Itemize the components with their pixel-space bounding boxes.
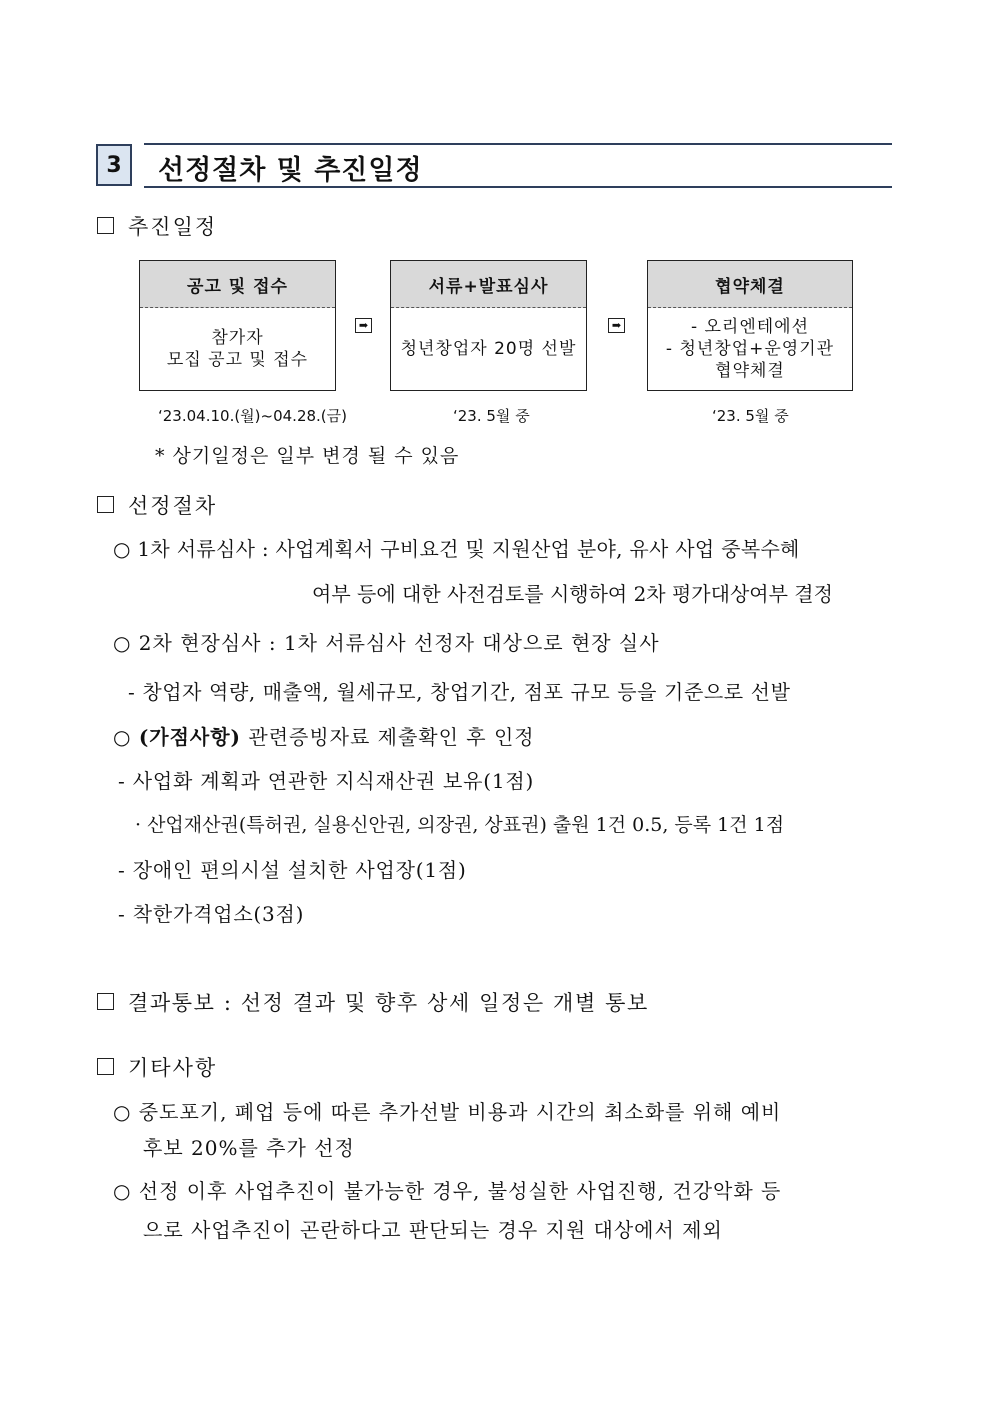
flow-step-line: - 청년창업+운영기관 [665,339,835,359]
flow-step-line: 모집 공고 및 접수 [166,350,309,370]
bonus-item: · 산업재산권(특허권, 실용신안권, 의장권, 상표권) 출원 1건 0.5, 등록 1건 1점 [135,814,785,836]
etc-item1-line2: 후보 20%를 추가 선정 [143,1136,355,1160]
flow-step-line: 협약체결 [715,361,785,381]
procedure-heading: 선정절차 [128,494,218,518]
flow-step-line: 청년창업자 20명 선발 [400,339,577,359]
schedule-heading: 추진일정 [128,215,218,239]
bonus-item: - 사업화 계획과 연관한 지식재산권 보유(1점) [118,769,535,793]
checkbox-icon [97,496,114,513]
procedure-first-line1: ○ 1차 서류심사 : 사업계획서 구비요건 및 지원산업 분야, 유사 사업 중복수혜 [113,537,800,561]
section-rule-top [144,143,892,145]
etc-item2-line1: ○ 선정 이후 사업추진이 불가능한 경우, 불성실한 사업진행, 건강악화 등 [113,1179,782,1203]
flow-step-line: - 오리엔테에션 [690,317,810,337]
flow-step-title: 서류+발표심사 [391,261,586,308]
bonus-item: - 착한가격업소(3점) [118,902,305,926]
flow-step-line: 참가자 [211,328,264,348]
procedure-second-sub: - 창업자 역량, 매출액, 월세규모, 창업기간, 점포 규모 등을 기준으로 선발 [128,680,791,704]
etc-heading: 기타사항 [128,1056,218,1080]
flow-step-title: 공고 및 접수 [140,261,335,308]
checkbox-icon [97,993,114,1010]
bonus-text: 관련증빙자료 제출확인 후 인정 [241,725,535,749]
schedule-note: * 상기일정은 일부 변경 될 수 있음 [155,445,460,467]
flow-step-date: ‘23. 5월 중 [712,407,789,425]
etc-item1-line1: ○ 중도포기, 폐업 등에 따른 추가선발 비용과 시간의 최소화를 위해 예비 [113,1100,782,1124]
section-number: 3 [96,144,132,186]
result-heading: 결과통보 : 선정 결과 및 향후 상세 일정은 개별 통보 [128,991,649,1015]
flow-step-2 [390,260,587,391]
procedure-first-line2: 여부 등에 대한 사전검토를 시행하여 2차 평가대상여부 결정 [312,582,833,606]
bonus-line [113,721,535,750]
flow-step-title: 협약체결 [648,261,852,308]
flow-step-3 [647,260,853,391]
section-title: 선정절차 및 추진일정 [158,155,423,186]
procedure-second: ○ 2차 현장심사 : 1차 서류심사 선정자 대상으로 현장 실사 [113,631,660,655]
flow-step-date: ‘23. 5월 중 [453,407,530,425]
checkbox-icon [97,217,114,234]
flow-step-1 [139,260,336,391]
arrow-right-icon: ➡ [608,318,625,333]
checkbox-icon [97,1058,114,1075]
bonus-label: (가점사항) [138,725,242,749]
bonus-item: - 장애인 편의시설 설치한 사업장(1점) [118,858,467,882]
arrow-right-icon: ➡ [355,318,372,333]
bonus-mark: ○ [113,725,132,749]
flow-step-date: ‘23.04.10.(월)~04.28.(금) [158,407,347,425]
etc-item2-line2: 으로 사업추진이 곤란하다고 판단되는 경우 지원 대상에서 제외 [143,1218,723,1242]
